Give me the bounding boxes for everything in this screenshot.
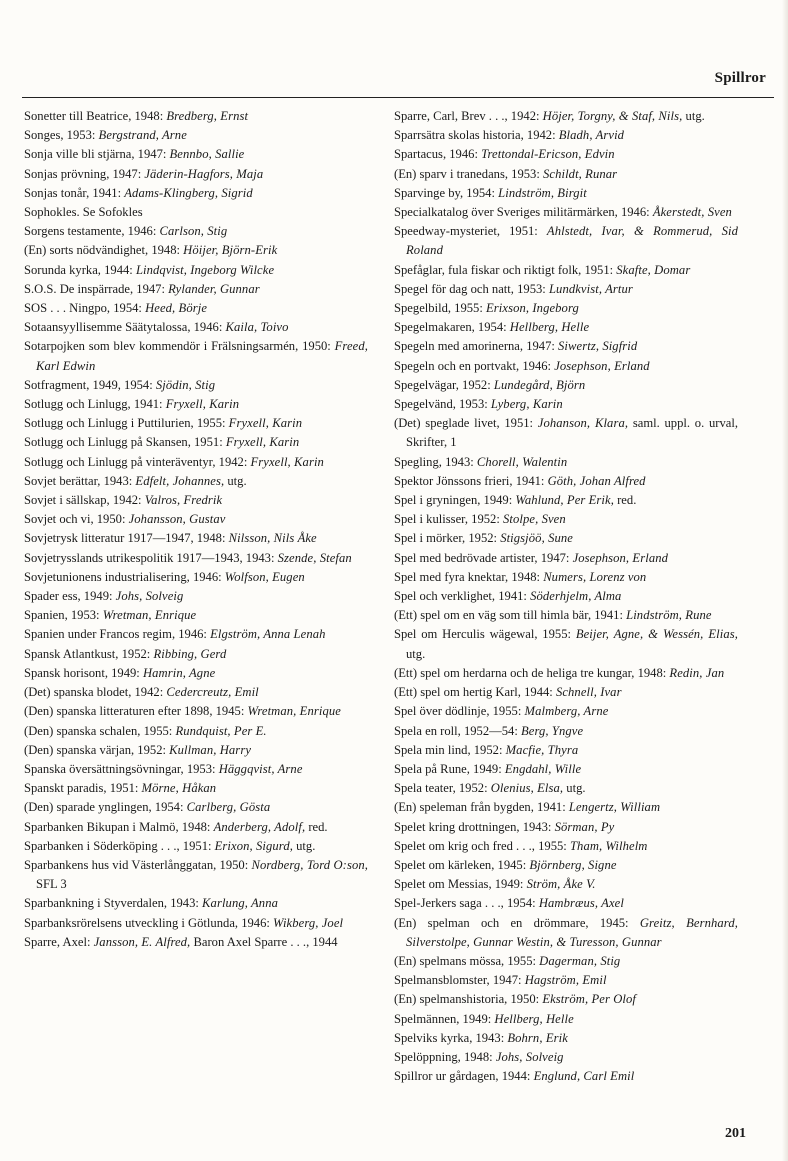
entry-author: Elgström, Anna Lenah xyxy=(210,627,326,642)
entry-title: Spelöppning, 1948: xyxy=(394,1049,496,1064)
index-entry xyxy=(394,453,738,472)
entry-author: Josephson, Erland xyxy=(572,550,669,565)
entry-title: Sotaansyyllisemme Säätytalossa, 1946: xyxy=(24,320,226,335)
index-entry xyxy=(24,664,368,683)
entry-author: Hellberg, Helle xyxy=(509,320,590,335)
entry-title: Sparvinge by, 1954: xyxy=(394,185,499,200)
entry-suffix: utg. xyxy=(224,473,247,488)
entry-title: (En) spelmanshistoria, 1950: xyxy=(394,992,543,1007)
entry-title: (En) speleman från bygden, 1941: xyxy=(394,800,569,815)
entry-suffix: saml. uppl. o. urval, Skrifter, 1 xyxy=(406,416,738,450)
entry-title: Spelet om krig och fred . . ., 1955: xyxy=(394,838,570,853)
entry-suffix: SFL 3 xyxy=(36,877,67,892)
entry-title: Spelviks kyrka, 1943: xyxy=(394,1030,508,1045)
entry-title: Spegel för dag och natt, 1953: xyxy=(394,281,549,296)
entry-author: Greitz, Bernhard, Silverstolpe, Gunnar Westin, & Turesson, Gunnar xyxy=(406,915,738,949)
index-entry xyxy=(24,126,368,145)
entry-title: Sotlugg och Linlugg i Puttilurien, 1955: xyxy=(24,416,229,431)
index-entry xyxy=(24,587,368,606)
entry-title: Sovjet berättar, 1943: xyxy=(24,473,136,488)
index-entry xyxy=(24,702,368,721)
index-entry xyxy=(394,722,738,741)
entry-author: Bohrn, Erik xyxy=(507,1030,568,1045)
entry-author: Hellberg, Helle xyxy=(494,1011,574,1026)
entry-title: Sorunda kyrka, 1944: xyxy=(24,262,136,277)
index-entry xyxy=(394,491,738,510)
entry-author: Hagström, Emil xyxy=(524,973,607,988)
entry-title: Spanska översättningsövningar, 1953: xyxy=(24,761,219,776)
entry-author: Englund, Carl Emil xyxy=(533,1069,635,1084)
index-entry xyxy=(394,971,738,990)
entry-author: Rundquist, Per E. xyxy=(175,723,267,738)
entry-title: Spegelvägar, 1952: xyxy=(394,377,494,392)
entry-title: Spelet kring drottningen, 1943: xyxy=(394,819,555,834)
index-entry xyxy=(394,856,738,875)
entry-title: Spel-Jerkers saga . . ., 1954: xyxy=(394,896,539,911)
index-entry xyxy=(24,107,368,126)
index-entry xyxy=(394,568,738,587)
entry-author: Siwertz, Sigfrid xyxy=(558,339,638,354)
entry-title: (En) sparv i tranedans, 1953: xyxy=(394,166,543,181)
entry-title: Spela en roll, 1952—54: xyxy=(394,723,521,738)
entry-author: Fryxell, Karin xyxy=(225,435,300,450)
index-entry xyxy=(394,760,738,779)
index-entry xyxy=(394,376,738,395)
entry-author: Höijer, Björn-Erik xyxy=(183,243,278,258)
index-entry xyxy=(394,318,738,337)
entry-title: Specialkatalog över Sveriges militärmärken, 1946: xyxy=(394,205,653,220)
entry-author: Stolpe, Sven xyxy=(503,512,566,527)
entry-title: Sparrsätra skolas historia, 1942: xyxy=(394,128,559,143)
entry-author: Söderhjelm, Alma xyxy=(530,589,622,604)
index-entry xyxy=(394,107,738,126)
index-entry xyxy=(24,606,368,625)
index-entry xyxy=(394,952,738,971)
entry-author: Redin, Jan xyxy=(669,665,725,680)
entry-author: Häggqvist, Arne xyxy=(218,761,303,776)
entry-author: Carlberg, Gösta xyxy=(186,800,271,815)
index-entry xyxy=(24,798,368,817)
index-entry xyxy=(24,741,368,760)
entry-title: Sotlugg och Linlugg på vinteräventyr, 1942: xyxy=(24,454,251,469)
entry-author: Erixson, Ingeborg xyxy=(486,301,579,316)
index-entry xyxy=(394,337,738,356)
entry-author: Sörman, Py xyxy=(554,819,615,834)
entry-title: Sovjet och vi, 1950: xyxy=(24,512,129,527)
index-entry xyxy=(394,741,738,760)
entry-title: Spelmansblomster, 1947: xyxy=(394,973,525,988)
entry-author: Kullman, Harry xyxy=(169,742,252,757)
entry-author: Björnberg, Signe xyxy=(529,857,617,872)
index-entry xyxy=(24,894,368,913)
header-rule xyxy=(22,97,774,98)
entry-title: Spel med fyra knektar, 1948: xyxy=(394,569,544,584)
entry-author: Ribbing, Gerd xyxy=(153,646,227,661)
left-column xyxy=(24,107,368,952)
entry-author: Wikberg, Joel xyxy=(273,915,344,930)
index-entry xyxy=(394,990,738,1009)
index-entry xyxy=(394,203,738,222)
entry-author: Bergstrand, Arne xyxy=(98,128,187,143)
entry-title: Songes, 1953: xyxy=(24,128,99,143)
entry-author: Macfie, Thyra xyxy=(505,742,579,757)
entry-title: Spegelvänd, 1953: xyxy=(394,397,491,412)
entry-title: Sorgens testamente, 1946: xyxy=(24,224,160,239)
entry-suffix: utg. xyxy=(292,838,316,853)
index-entry xyxy=(24,433,368,452)
entry-author: Josephson, Erland xyxy=(554,358,650,373)
entry-author: Freed, Karl Edwin xyxy=(36,339,368,373)
entry-title: Spanien under Francos regim, 1946: xyxy=(24,627,211,642)
entry-author: Wretman, Enrique xyxy=(247,704,341,719)
index-entry xyxy=(24,222,368,241)
entry-title: Sparbankning i Styverdalen, 1943: xyxy=(24,896,203,911)
entry-title: Spel över dödlinje, 1955: xyxy=(394,704,525,719)
entry-author: Wahlund, Per Erik, xyxy=(515,493,614,508)
entry-title: Spartacus, 1946: xyxy=(394,147,482,162)
entry-title: Spelet om kärleken, 1945: xyxy=(394,857,530,872)
entry-title: Spegelbild, 1955: xyxy=(394,301,486,316)
entry-author: Lengertz, William xyxy=(568,800,661,815)
entry-title: Spansk Atlantkust, 1952: xyxy=(24,646,154,661)
entry-title: (Den) sparade ynglingen, 1954: xyxy=(24,800,187,815)
running-header xyxy=(0,70,788,92)
index-entry xyxy=(394,1029,738,1048)
index-entry xyxy=(394,587,738,606)
entry-author: Ström, Åke V. xyxy=(526,877,596,892)
entry-author: Lindström, Birgit xyxy=(498,185,587,200)
right-column xyxy=(394,107,738,1086)
entry-author: Göth, Johan Alfred xyxy=(547,473,646,488)
entry-title: Spanien, 1953: xyxy=(24,608,103,623)
index-entry xyxy=(394,261,738,280)
entry-title: (Det) speglade livet, 1951: xyxy=(394,416,538,431)
entry-title: SOS . . . Ningpo, 1954: xyxy=(24,301,146,316)
index-entry xyxy=(394,280,738,299)
entry-author: Carlson, Stig xyxy=(159,224,228,239)
entry-title: Speedway-mysteriet, 1951: xyxy=(394,224,547,239)
entry-author: Fryxell, Karin xyxy=(250,454,324,469)
entry-author: Jäderin-Hagfors, Maja xyxy=(144,166,264,181)
page-number: 201 xyxy=(725,1126,746,1141)
entry-title: Sovjetunionens industrialisering, 1946: xyxy=(24,569,225,584)
index-entry xyxy=(24,818,368,837)
entry-author: Nordberg, Tord O:son, xyxy=(251,857,368,872)
index-entry xyxy=(24,625,368,644)
entry-title: Sparbanken Bikupan i Malmö, 1948: xyxy=(24,819,214,834)
entry-author: Höjer, Torgny, & Staf, Nils, xyxy=(542,109,683,123)
index-entry xyxy=(394,510,738,529)
index-entry xyxy=(394,165,738,184)
entry-author: Tham, Wilhelm xyxy=(569,838,648,853)
index-entry xyxy=(24,395,368,414)
index-entry xyxy=(394,549,738,568)
index-entry xyxy=(24,856,368,894)
index-entry xyxy=(394,357,738,376)
entry-title: Spektor Jönssons frieri, 1941: xyxy=(394,473,548,488)
entry-author: Bredberg, Ernst xyxy=(166,109,249,123)
index-entry xyxy=(394,222,738,260)
index-entry xyxy=(24,241,368,260)
index-entry xyxy=(394,837,738,856)
entry-title: Sophokles. Se Sofokles xyxy=(24,205,143,220)
entry-title: Sparbanken i Söderköping . . ., 1951: xyxy=(24,838,215,853)
entry-title: S.O.S. De inspärrade, 1947: xyxy=(24,281,169,296)
entry-author: Rylander, Gunnar xyxy=(168,281,260,296)
entry-title: Sonjas prövning, 1947: xyxy=(24,166,145,181)
entry-author: Hambræus, Axel xyxy=(538,896,624,911)
index-entry xyxy=(24,837,368,856)
index-entry xyxy=(24,568,368,587)
entry-author: Kaila, Toivo xyxy=(225,320,289,335)
index-entry xyxy=(24,779,368,798)
index-entry xyxy=(394,894,738,913)
index-entry xyxy=(394,395,738,414)
entry-author: Mörne, Håkan xyxy=(141,781,217,796)
index-entry xyxy=(394,702,738,721)
index-entry xyxy=(394,1010,738,1029)
entry-title: Spela min lind, 1952: xyxy=(394,742,506,757)
entry-suffix: red. xyxy=(305,819,328,834)
entry-author: Cedercreutz, Emil xyxy=(166,685,259,700)
entry-title: Sovjet i sällskap, 1942: xyxy=(24,493,145,508)
entry-author: Dagerman, Stig xyxy=(539,953,621,968)
entry-suffix: Baron Axel Sparre . . ., 1944 xyxy=(190,934,338,949)
index-entry xyxy=(24,645,368,664)
entry-author: Schnell, Ivar xyxy=(555,685,622,700)
entry-title: Spelmännen, 1949: xyxy=(394,1011,495,1026)
entry-author: Nilsson, Nils Åke xyxy=(228,531,317,546)
index-entry xyxy=(24,299,368,318)
entry-title: (Det) spanska blodet, 1942: xyxy=(24,685,167,700)
index-entry xyxy=(24,549,368,568)
entry-title: (En) spelmans mössa, 1955: xyxy=(394,953,540,968)
index-entry xyxy=(24,453,368,472)
entry-title: Sotfragment, 1949, 1954: xyxy=(24,377,156,392)
index-entry xyxy=(394,1067,738,1086)
entry-author: Wretman, Enrique xyxy=(102,608,197,623)
entry-suffix: utg. xyxy=(563,781,586,796)
entry-author: Karlung, Anna xyxy=(202,896,278,911)
entry-author: Bennbo, Sallie xyxy=(169,147,245,162)
index-entry xyxy=(394,145,738,164)
index-entry xyxy=(394,818,738,837)
entry-author: Edfelt, Johannes, xyxy=(135,473,225,488)
entry-author: Trettondal-Ericson, Edvin xyxy=(481,147,615,162)
entry-title: Spel med bedrövade artister, 1947: xyxy=(394,550,573,565)
index-entry xyxy=(394,529,738,548)
index-entry xyxy=(394,875,738,894)
entry-title: Spefåglar, fula fiskar och riktigt folk, 1951: xyxy=(394,262,617,277)
entry-title: (Den) spanska värjan, 1952: xyxy=(24,742,170,757)
index-entry xyxy=(24,414,368,433)
entry-title: (En) sorts nödvändighet, 1948: xyxy=(24,243,184,258)
entry-title: Sotarpojken som blev kommendör i Frälsningsarmén, 1950: xyxy=(24,339,335,354)
index-entry xyxy=(394,299,738,318)
index-entry xyxy=(24,914,368,933)
entry-title: Spel i kulisser, 1952: xyxy=(394,512,503,527)
index-entry xyxy=(24,722,368,741)
entry-title: (Ett) spel om herdarna och de heliga tre kungar, 1948: xyxy=(394,665,670,680)
entry-title: Spela på Rune, 1949: xyxy=(394,761,505,776)
index-entry xyxy=(24,165,368,184)
entry-author: Malmberg, Arne xyxy=(524,704,609,719)
entry-title: Sotlugg och Linlugg på Skansen, 1951: xyxy=(24,435,226,450)
entry-title: Sotlugg och Linlugg, 1941: xyxy=(24,397,166,412)
index-entry xyxy=(24,203,368,222)
entry-author: Jansson, E. Alfred, xyxy=(93,934,191,949)
entry-author: Szende, Stefan xyxy=(277,550,352,565)
index-entry xyxy=(394,798,738,817)
entry-author: Ahlstedt, Ivar, & Rommerud, Sid Roland xyxy=(406,224,738,258)
index-entry xyxy=(24,760,368,779)
index-entry xyxy=(394,625,738,663)
entry-title: Sonetter till Beatrice, 1948: xyxy=(24,109,167,123)
entry-author: Åkerstedt, Sven xyxy=(652,205,732,220)
entry-author: Heed, Börje xyxy=(145,301,208,316)
entry-title: Sonjas tonår, 1941: xyxy=(24,185,125,200)
entry-author: Lundkvist, Artur xyxy=(548,281,633,296)
entry-suffix: red. xyxy=(613,493,637,508)
entry-author: Adams-Klingberg, Sigrid xyxy=(124,185,253,200)
entry-title: Spanskt paradis, 1951: xyxy=(24,781,142,796)
entry-author: Hamrin, Agne xyxy=(142,665,216,680)
index-entry xyxy=(24,683,368,702)
entry-author: Berg, Yngve xyxy=(520,723,584,738)
entry-title: Spegelmakaren, 1954: xyxy=(394,320,510,335)
entry-title: Spel i gryningen, 1949: xyxy=(394,493,516,508)
entry-title: Sparre, Carl, Brev . . ., 1942: xyxy=(394,109,543,123)
entry-title: (Ett) spel om en väg som till himla bär, 1941: xyxy=(394,608,627,623)
entry-author: Johansson, Gustav xyxy=(128,512,226,527)
entry-title: Spel i mörker, 1952: xyxy=(394,531,501,546)
index-entry xyxy=(24,491,368,510)
entry-author: Bladh, Arvid xyxy=(558,128,625,143)
header-title: Spillror xyxy=(714,70,766,86)
index-entry xyxy=(394,914,738,952)
entry-title: (Ett) spel om hertig Karl, 1944: xyxy=(394,685,556,700)
entry-title: Sovjetrysslands utrikespolitik 1917—1943, 1943: xyxy=(24,550,278,565)
index-entry xyxy=(24,933,368,952)
index-entry xyxy=(24,280,368,299)
index-entry xyxy=(394,414,738,452)
index-entry xyxy=(394,683,738,702)
entry-title: Spegeln och en portvakt, 1946: xyxy=(394,358,555,373)
index-entry xyxy=(24,184,368,203)
entry-title: Spegeln med amorinerna, 1947: xyxy=(394,339,559,354)
entry-title: Spelet om Messias, 1949: xyxy=(394,877,527,892)
index-entry xyxy=(24,318,368,337)
entry-title: (Den) spanska litteraturen efter 1898, 1945: xyxy=(24,704,248,719)
entry-author: Chorell, Walentin xyxy=(476,454,568,469)
entry-title: (En) spelman och en drömmare, 1945: xyxy=(394,915,640,930)
entry-title: Spel om Herculis wägewal, 1955: xyxy=(394,627,576,642)
entry-author: Valros, Fredrik xyxy=(144,493,223,508)
index-entry xyxy=(24,529,368,548)
entry-title: Sparbankens hus vid Västerlånggatan, 1950: xyxy=(24,857,252,872)
index-entry xyxy=(24,145,368,164)
index-entry xyxy=(394,126,738,145)
entry-title: Spela teater, 1952: xyxy=(394,781,491,796)
entry-suffix: utg. xyxy=(406,646,426,661)
entry-title: Sovjetrysk litteratur 1917—1947, 1948: xyxy=(24,531,229,546)
index-entry xyxy=(24,472,368,491)
index-entry xyxy=(24,510,368,529)
entry-author: Stigsjöö, Sune xyxy=(500,531,573,546)
entry-author: Lyberg, Karin xyxy=(490,397,563,412)
entry-title: Spansk horisont, 1949: xyxy=(24,665,143,680)
entry-author: Lundegård, Björn xyxy=(493,377,586,392)
index-entry xyxy=(394,664,738,683)
entry-author: Erixon, Sigurd, xyxy=(214,838,293,853)
index-entry xyxy=(394,1048,738,1067)
index-entry xyxy=(24,337,368,375)
index-entry xyxy=(24,376,368,395)
entry-title: Sparre, Axel: xyxy=(24,934,94,949)
entry-author: Fryxell, Karin xyxy=(228,416,303,431)
index-entry xyxy=(394,472,738,491)
entry-author: Beijer, Agne, & Wessén, Elias, xyxy=(575,627,738,642)
entry-title: Spegling, 1943: xyxy=(394,454,477,469)
entry-author: Numers, Lorenz von xyxy=(543,569,647,584)
entry-suffix: utg. xyxy=(682,109,705,123)
entry-author: Ekström, Per Olof xyxy=(542,992,637,1007)
entry-author: Johs, Solveig xyxy=(115,589,184,604)
entry-title: (Den) spanska schalen, 1955: xyxy=(24,723,176,738)
entry-title: Spel och verklighet, 1941: xyxy=(394,589,531,604)
page-edge-shade xyxy=(782,0,788,1161)
entry-author: Engdahl, Wille xyxy=(504,761,582,776)
entry-author: Skafte, Domar xyxy=(616,262,691,277)
entry-title: Sonja ville bli stjärna, 1947: xyxy=(24,147,170,162)
index-entry xyxy=(394,779,738,798)
entry-author: Johanson, Klara, xyxy=(537,416,629,431)
entry-author: Johs, Solveig xyxy=(495,1049,564,1064)
index-entry xyxy=(24,261,368,280)
entry-author: Anderberg, Adolf, xyxy=(213,819,306,834)
entry-author: Fryxell, Karin xyxy=(165,397,240,412)
entry-author: Lindström, Rune xyxy=(626,608,712,623)
entry-title: Spader ess, 1949: xyxy=(24,589,116,604)
entry-author: Schildt, Runar xyxy=(543,166,618,181)
index-entry xyxy=(394,184,738,203)
entry-author: Olenius, Elsa, xyxy=(490,781,564,796)
entry-title: Spillror ur gårdagen, 1944: xyxy=(394,1069,534,1084)
entry-author: Lindqvist, Ingeborg Wilcke xyxy=(135,262,275,277)
index-entry xyxy=(394,606,738,625)
entry-author: Wolfson, Eugen xyxy=(224,569,305,584)
entry-author: Sjödin, Stig xyxy=(155,377,216,392)
entry-title: Sparbanksrörelsens utveckling i Götlunda, 1946: xyxy=(24,915,274,930)
